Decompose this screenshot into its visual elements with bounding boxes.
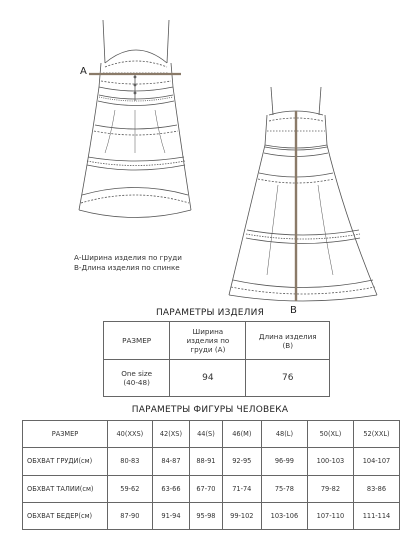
- table-row: [23, 502, 400, 529]
- marker-a: A: [80, 66, 87, 77]
- header-size: РАЗМЕР: [23, 421, 108, 448]
- header-width: Ширина изделия по груди (А): [170, 322, 246, 360]
- cell: 100-103: [307, 448, 353, 475]
- size-value: One size (40-48): [104, 360, 170, 397]
- marker-b: B: [290, 305, 297, 316]
- cell: 84-87: [152, 448, 189, 475]
- cell: 111-114: [353, 502, 399, 529]
- table-row: [104, 360, 330, 397]
- product-params-table: [103, 321, 330, 397]
- row-label-hips: ОБХВАТ БЕДЕР(см): [23, 502, 108, 529]
- cell: 87-90: [108, 502, 153, 529]
- table-header-row: [104, 322, 330, 360]
- size-col: 44(S): [190, 421, 223, 448]
- size-col: 40(XXS): [108, 421, 153, 448]
- cell: 91-94: [152, 502, 189, 529]
- size-col: 50(XL): [307, 421, 353, 448]
- table-row: [23, 448, 400, 475]
- product-params-title: ПАРАМЕТРЫ ИЗДЕЛИЯ: [155, 308, 265, 318]
- cell: 96-99: [261, 448, 307, 475]
- cell: 103-106: [261, 502, 307, 529]
- legend-line-b: В-Длина изделия по спинке: [74, 263, 180, 272]
- cell: 80-83: [108, 448, 153, 475]
- table-header-row: [23, 421, 400, 448]
- cell: 99-102: [222, 502, 261, 529]
- cell: 92-95: [222, 448, 261, 475]
- cell: 104-107: [353, 448, 399, 475]
- size-col: 52(XXL): [353, 421, 399, 448]
- cell: 63-66: [152, 475, 189, 502]
- length-value: 76: [246, 360, 330, 397]
- body-params-table: [22, 420, 400, 530]
- cell: 59-62: [108, 475, 153, 502]
- back-dress-sketch: [223, 85, 383, 310]
- table-row: [23, 475, 400, 502]
- header-size: РАЗМЕР: [104, 322, 170, 360]
- row-label-bust: ОБХВАТ ГРУДИ(см): [23, 448, 108, 475]
- row-label-waist: ОБХВАТ ТАЛИИ(см): [23, 475, 108, 502]
- cell: 71-74: [222, 475, 261, 502]
- cell: 107-110: [307, 502, 353, 529]
- cell: 75-78: [261, 475, 307, 502]
- size-col: 48(L): [261, 421, 307, 448]
- size-col: 42(XS): [152, 421, 189, 448]
- measurement-legend: [74, 253, 182, 273]
- legend-line-a: А-Ширина изделия по груди: [74, 253, 182, 262]
- front-dress-sketch: [75, 15, 195, 230]
- cell: 88-91: [190, 448, 223, 475]
- cell: 67-70: [190, 475, 223, 502]
- cell: 79-82: [307, 475, 353, 502]
- header-length: Длина изделия (В): [246, 322, 330, 360]
- cell: 83-86: [353, 475, 399, 502]
- size-col: 46(M): [222, 421, 261, 448]
- cell: 95-98: [190, 502, 223, 529]
- body-params-title: ПАРАМЕТРЫ ФИГУРЫ ЧЕЛОВЕКА: [131, 405, 289, 415]
- width-value: 94: [170, 360, 246, 397]
